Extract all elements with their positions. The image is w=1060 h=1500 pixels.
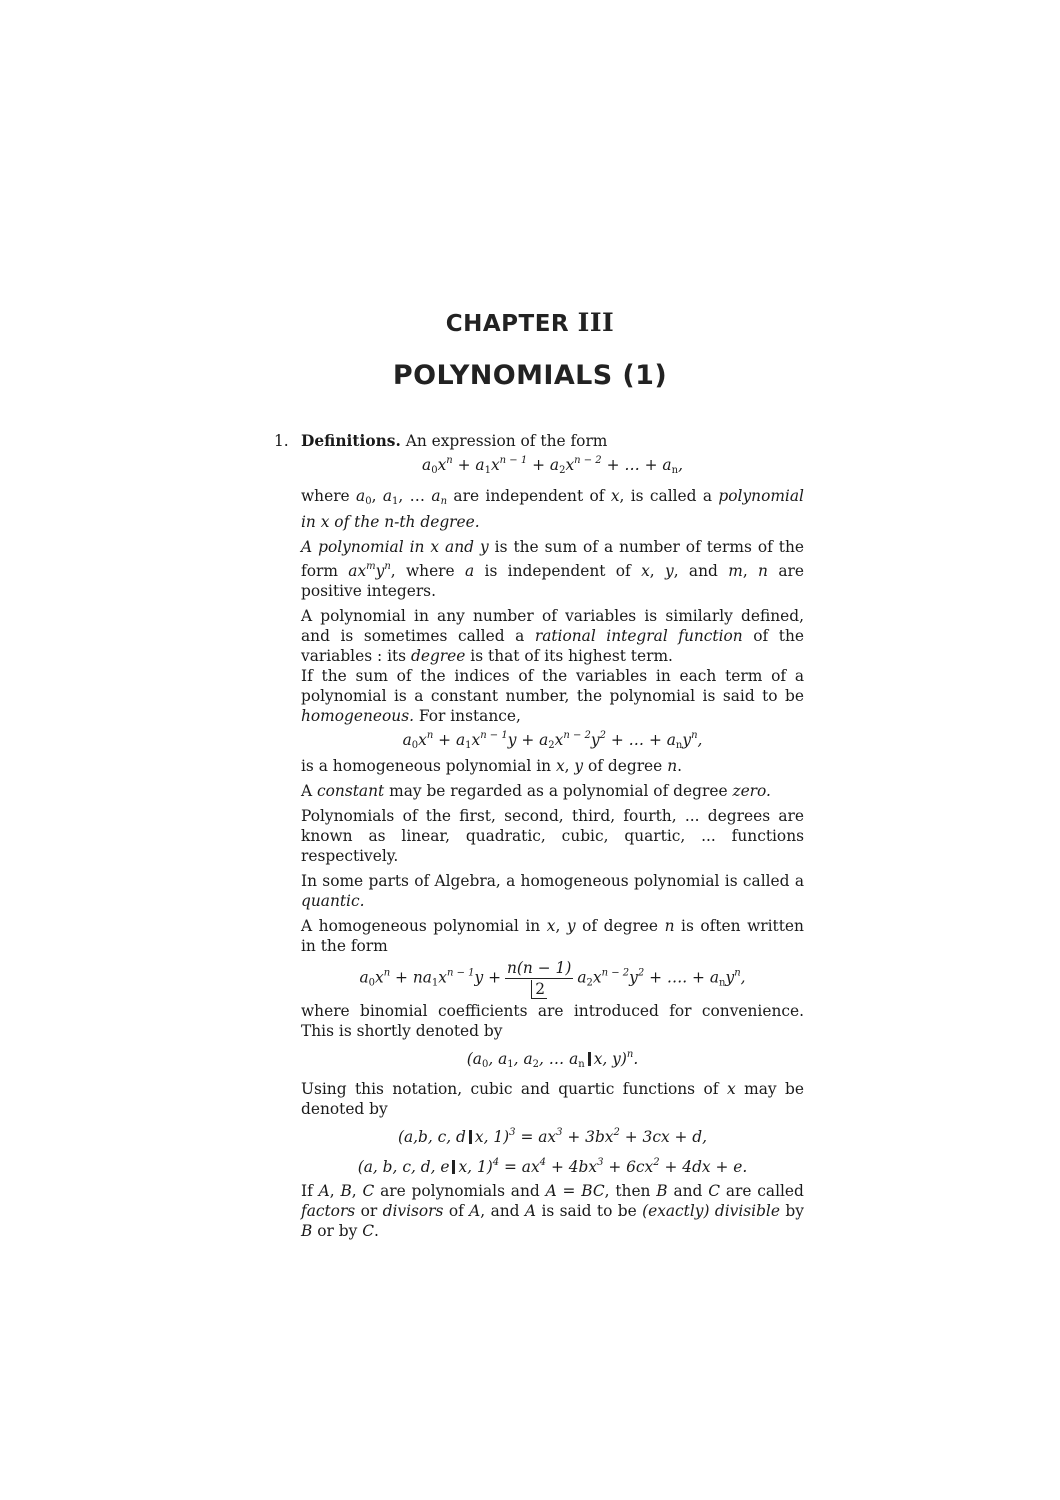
chapter-label	[0, 308, 1060, 337]
paragraph-factors: If A, B, C are polynomials and A = BC, then B and C are called factors or divisors of A, and A is said to be (exactly) divisible by B or by C.	[301, 1182, 804, 1240]
chapter-title: POLYNOMIALS (1)	[392, 360, 668, 391]
definition-term: polynomial in x of the n-th degree.	[301, 487, 804, 531]
equation-binomial-form: $a_0x^n + na_1x^{n - 1}y$ + $\frac{n(n - 1)}{2}$ $a_2x^{n - 2}y^2$ + …. + $a_ny^n$,	[359, 959, 746, 998]
paragraph-definition: where $a_0$, $a_1$, … $a_n$ are independent of x, is called a polynomial in x of the n-th degree.	[301, 487, 804, 531]
paragraph-many-variables: A polynomial in any number of variables is similarly defined, and is sometimes called a rational integral function of the variables : its degree is that of its highest term.	[301, 607, 804, 665]
equation-cubic: (a,b, c, d x, $1)^3 = ax^3 + 3bx^2 + 3cx + d$,	[397, 1127, 708, 1146]
intro-text: An expression of the form	[405, 432, 608, 450]
paragraph-constant: A constant may be regarded as a polynomial of degree zero.	[301, 782, 771, 800]
paragraph-notation-usage: Using this notation, cubic and quartic functions of x may be denoted by	[301, 1080, 804, 1118]
equation-polynomial: $a_0x^n + a_1x^{n - 1} + a_2x^{n - 2}$ + … + $a_n$,	[422, 455, 683, 476]
paragraph-degree-n: is a homogeneous polynomial in x, y of degree n.	[301, 757, 683, 775]
paragraph-binomial-coefficients: where binomial coefficients are introduced for convenience. This is shortly denoted by	[301, 1002, 804, 1040]
chapter-number: III	[577, 308, 615, 337]
paragraph-degree-names: Polynomials of the first, second, third, fourth, ... degrees are known as linear, quadratic, cubic, quartic, ... functions respectively.	[301, 807, 804, 865]
equation-quartic: (a, b, c, d, e x, $1)^4 = ax^4 + 4bx^3 + 6cx^2 + 4dx + e$.	[357, 1157, 748, 1176]
paragraph-written-form: A homogeneous polynomial in x, y of degree n is often written in the form	[301, 917, 804, 955]
section-heading: Definitions.	[301, 432, 401, 450]
equation-notation: ($a_0$, $a_1$, $a_2$, … $a_n$ x, y)$^n$.	[466, 1049, 639, 1070]
paragraph-intro	[301, 431, 804, 451]
paragraph-homogeneous: If the sum of the indices of the variables in each term of a polynomial is a constant number, the polynomial is said to be homogeneous. For instance,	[301, 667, 804, 725]
paragraph-two-variables: A polynomial in x and y is the sum of a number of terms of the form $ax^my^n$, where a is independent of x, y, and m, n are positive integers.	[301, 538, 804, 600]
chapter-word: CHAPTER	[445, 311, 570, 337]
section-body	[274, 431, 804, 1241]
paragraph-quantic: In some parts of Algebra, a homogeneous polynomial is called a quantic.	[301, 872, 804, 910]
section-number: 1.	[274, 432, 289, 450]
equation-homogeneous: $a_0x^n + a_1x^{n - 1}y + a_2x^{n - 2}y^2$ + … + $a_ny^n$,	[402, 730, 703, 751]
